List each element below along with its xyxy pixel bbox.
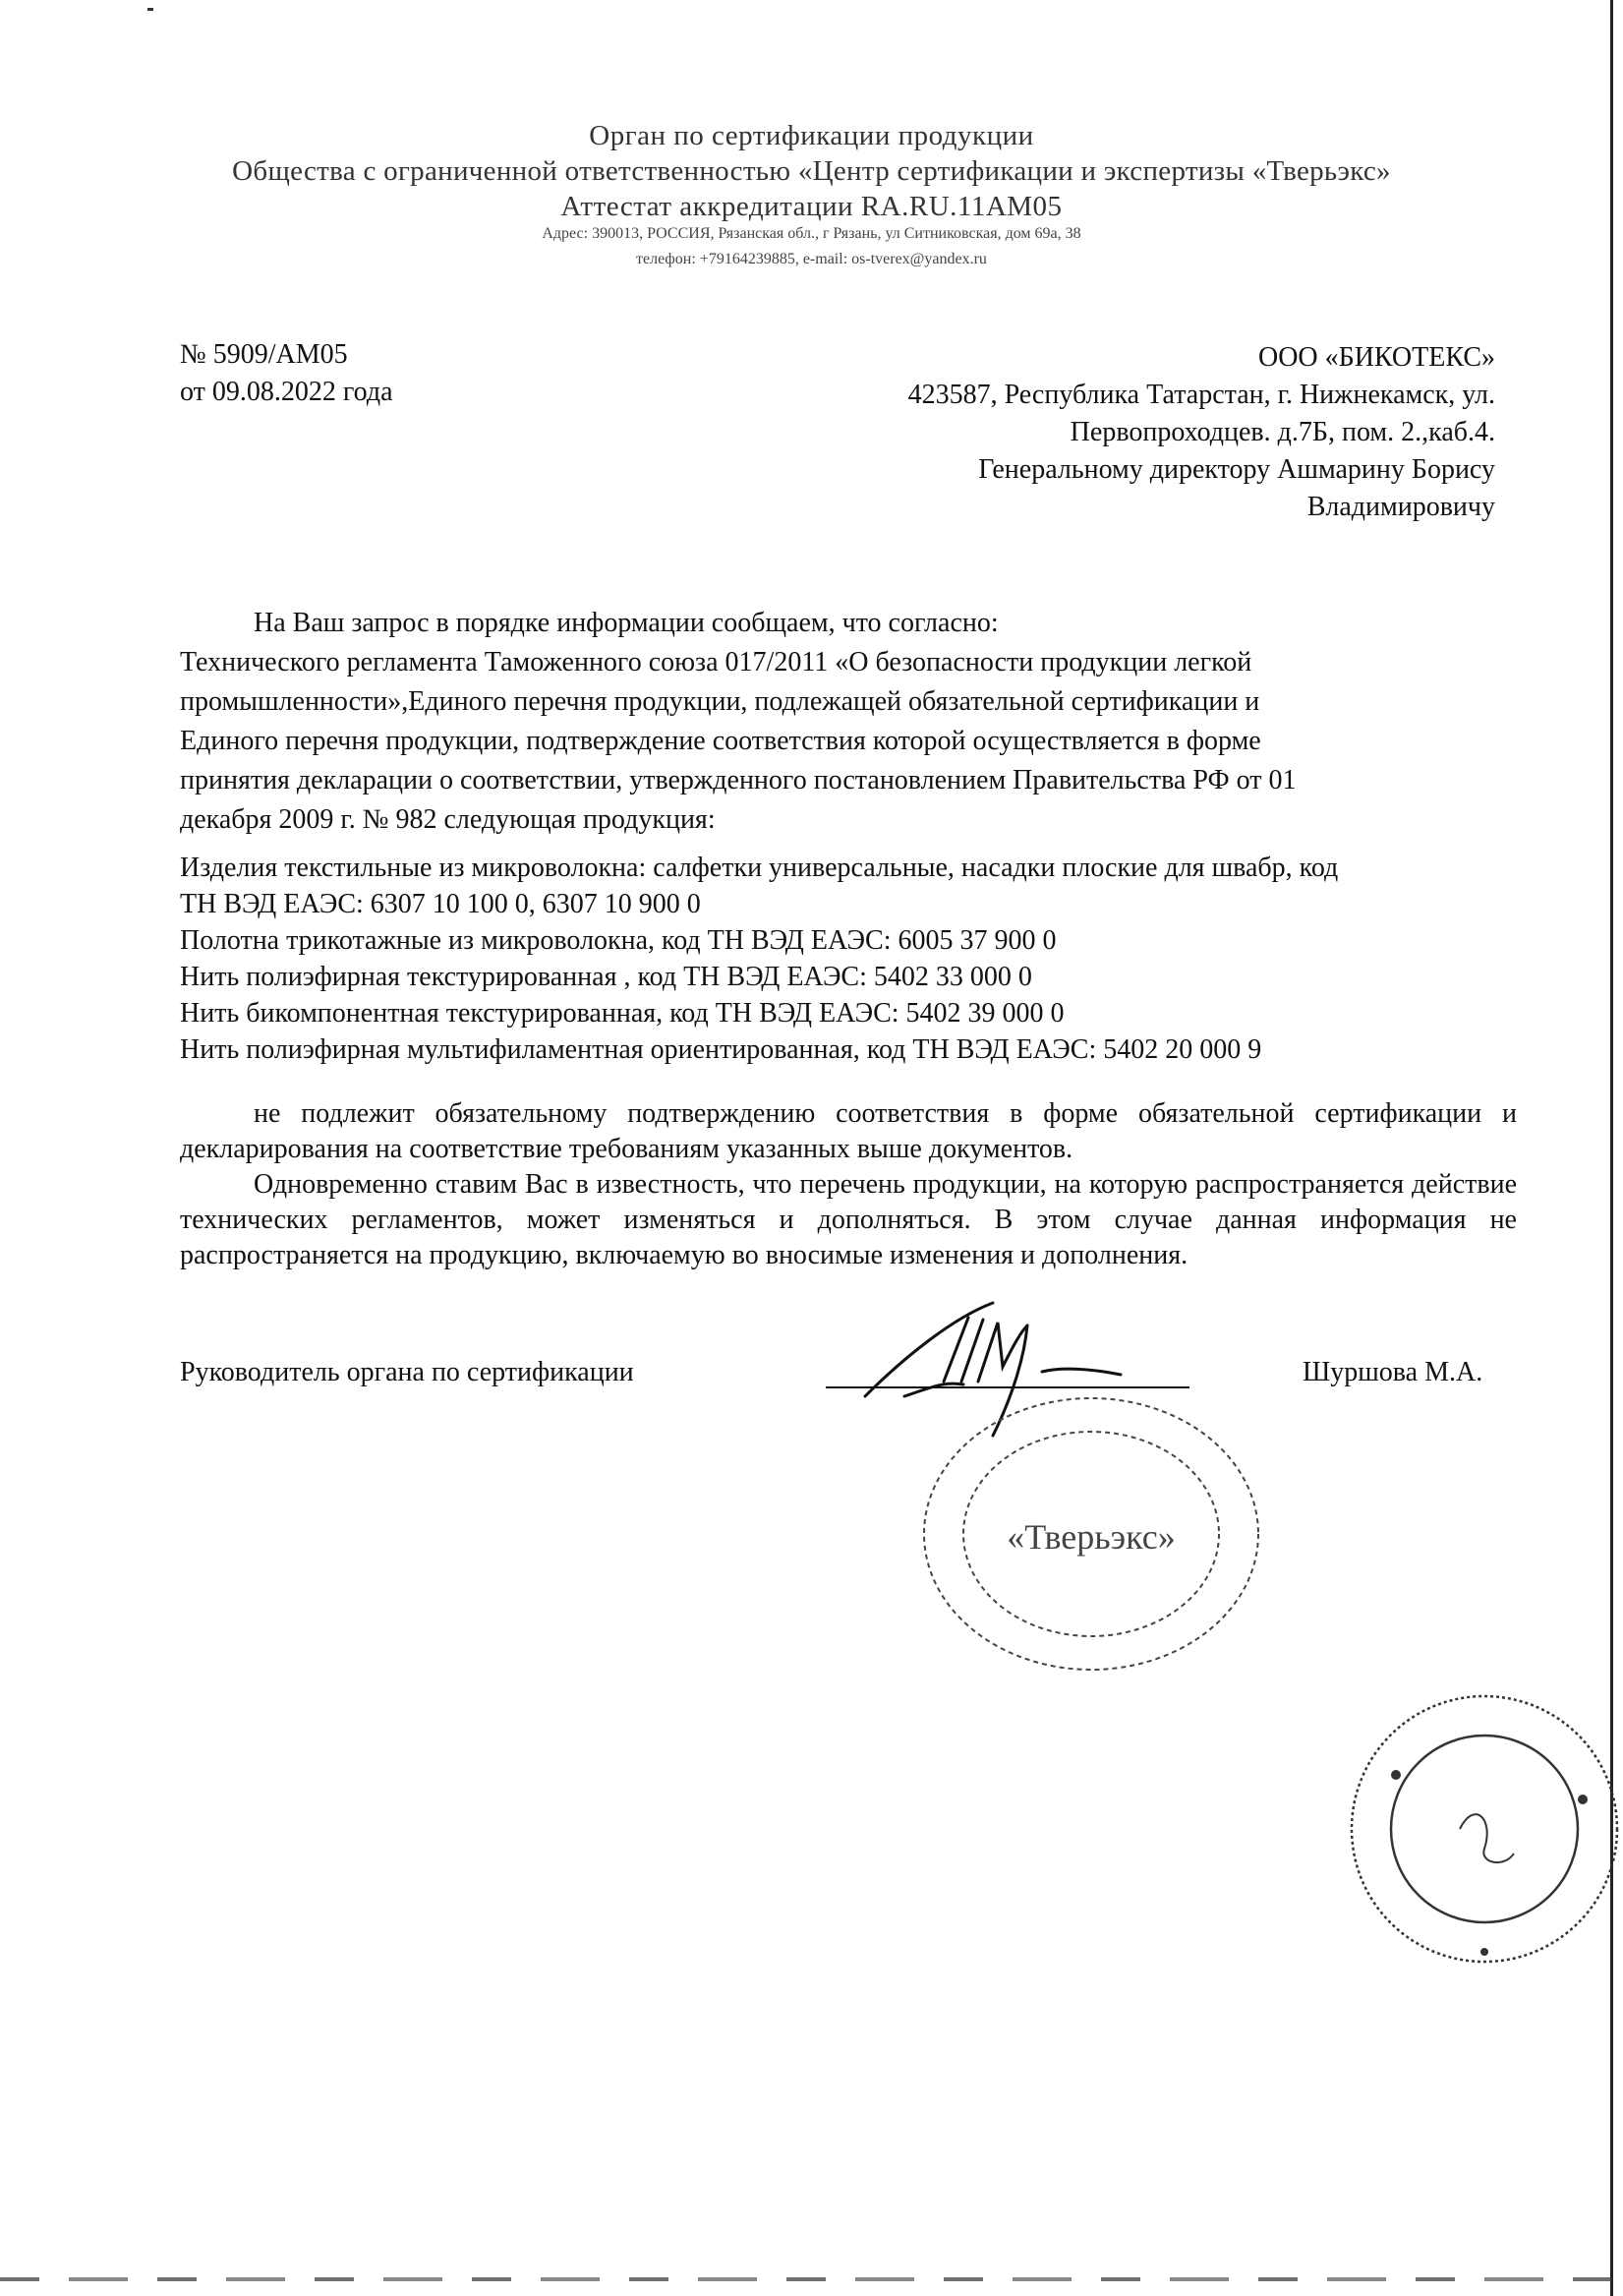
recipient-line: Генеральному директору Ашмарину Борису xyxy=(978,454,1495,485)
letterhead-accreditation: Аттестат аккредитации RA.RU.11АМ05 xyxy=(560,191,1063,222)
product-line: Изделия текстильные из микроволокна: салфетки универсальные, насадки плоские для швабр, код xyxy=(180,853,1339,883)
intro-first-line: На Ваш запрос в порядке информации сообщаем, что согласно: xyxy=(254,608,999,638)
stamp-center-text: «Тверьэкс» xyxy=(1007,1517,1176,1557)
letterhead-contacts: телефон: +79164239885, e-mail: os-tverex@yandex.ru xyxy=(636,251,987,267)
product-list xyxy=(180,850,1517,1068)
product-line: ТН ВЭД ЕАЭС: 6307 10 100 0, 6307 10 900 0 xyxy=(180,889,701,919)
product-line: Нить полиэфирная мультифиламентная ориентированная, код ТН ВЭД ЕАЭС: 5402 20 000 9 xyxy=(180,1034,1262,1065)
reference-number: № 5909/АМ05 xyxy=(180,339,348,370)
conclusion-paragraph: не подлежит обязательному подтверждению соответствия в форме обязательной сертификации и декларирования на соответствие требованиям указанных выше документов. xyxy=(180,1098,1517,1164)
intro-paragraph xyxy=(180,604,1517,840)
scan-bottom-edge xyxy=(0,2277,1623,2281)
recipient-line: Владимировичу xyxy=(1306,492,1495,522)
intro-line: промышленности»,Единого перечня продукции, подлежащей обязательной сертификации и xyxy=(180,686,1260,717)
intro-line: принятия декларации о соответствии, утвержденного постановлением Правительства РФ от 01 xyxy=(180,765,1297,795)
scan-speck xyxy=(147,8,153,11)
letterhead-address: Адрес: 390013, РОССИЯ, Рязанская обл., г Рязань, ул Ситниковская, дом 69а, 38 xyxy=(542,225,1081,242)
recipient-line: ООО «БИКОТЕКС» xyxy=(1257,342,1495,373)
intro-line: Технического регламента Таможенного союза 017/2011 «О безопасности продукции легкой xyxy=(180,647,1252,677)
notice-paragraph: Одновременно ставим Вас в известность, что перечень продукции, на которую распространяется действие технических регламентов, может изменяться и дополняться. В этом случае данная информация не распространяется на продукцию, включаемую во вносимые изменения и дополнения. xyxy=(180,1169,1517,1270)
letterhead-title: Орган по сертификации продукции xyxy=(589,120,1034,151)
recipient-line: 423587, Республика Татарстан, г. Нижнекамск, ул. xyxy=(907,380,1495,410)
product-line: Нить полиэфирная текстурированная , код ТН ВЭД ЕАЭС: 5402 33 000 0 xyxy=(180,962,1032,992)
recipient-block xyxy=(748,339,1495,526)
intro-line: Единого перечня продукции, подтверждение соответствия которой осуществляется в форме xyxy=(180,726,1261,756)
recipient-line: Первопроходцев. д.7Б, пом. 2.,каб.4. xyxy=(1070,417,1495,447)
product-line: Нить бикомпонентная текстурированная, код ТН ВЭД ЕАЭС: 5402 39 000 0 xyxy=(180,998,1065,1029)
conclusion-section xyxy=(180,1096,1517,1273)
intro-line: декабря 2009 г. № 982 следующая продукция: xyxy=(180,804,716,835)
product-line: Полотна трикотажные из микроволокна, код ТН ВЭД ЕАЭС: 6005 37 900 0 xyxy=(180,925,1057,956)
reference-date: от 09.08.2022 года xyxy=(180,377,393,407)
letterhead-organization: Общества с ограниченной ответственностью «Центр сертификации и экспертизы «Тверьэкс» xyxy=(232,155,1391,187)
signatory-name: Шуршова М.А. xyxy=(1303,1357,1483,1387)
signatory-position: Руководитель органа по сертификации xyxy=(180,1357,634,1387)
organization-stamp xyxy=(909,1386,1273,1681)
corner-stamp xyxy=(1337,1681,1623,1976)
